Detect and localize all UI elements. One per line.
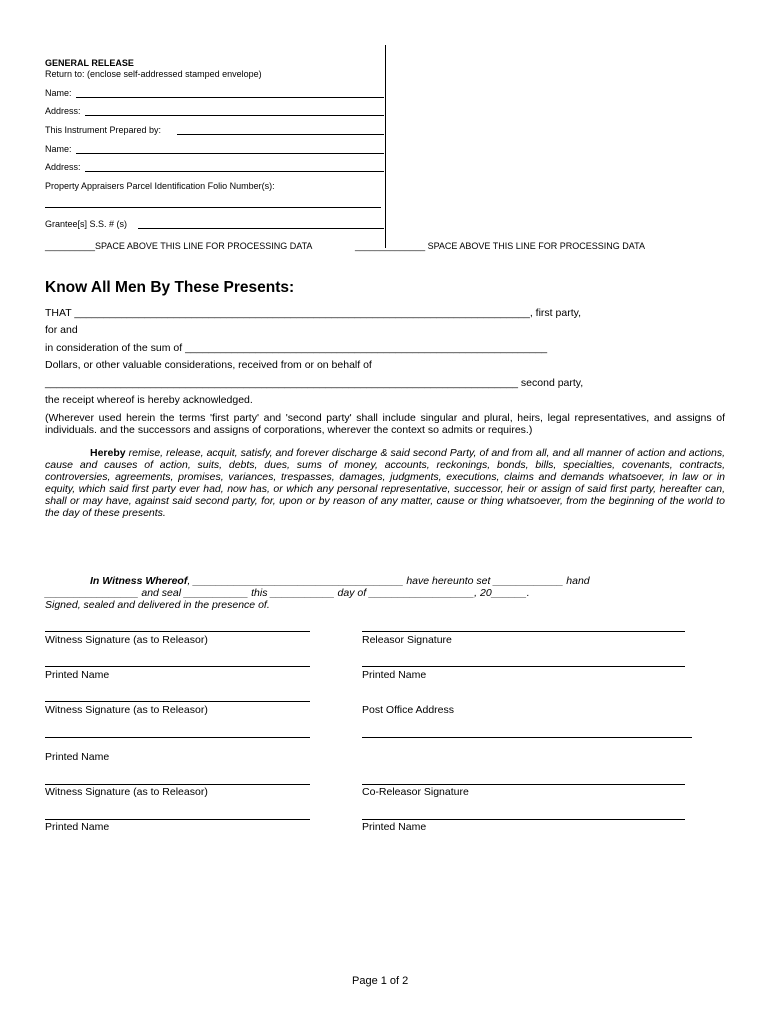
witness-signature-label-3: Witness Signature (as to Releasor) bbox=[45, 786, 208, 798]
form-title: GENERAL RELEASE bbox=[45, 58, 134, 68]
hereby-paragraph bbox=[45, 447, 725, 519]
witness-line-1: , ____________________________________ have hereunto set ____________ hand bbox=[187, 575, 590, 587]
printed-name-line-2[interactable] bbox=[45, 737, 310, 738]
witness-signature-line-3[interactable] bbox=[45, 784, 310, 785]
header-divider bbox=[385, 45, 386, 248]
grantee-label: Grantee[s] S.S. # (s) bbox=[45, 219, 128, 229]
witness-signature-label-1: Witness Signature (as to Releasor) bbox=[45, 634, 208, 646]
prepared-by-label: This Instrument Prepared by: bbox=[45, 125, 162, 135]
signed-sealed-text: Signed, sealed and delivered in the presence of. bbox=[45, 599, 270, 611]
name-label-2: Name: bbox=[45, 144, 72, 154]
consideration-line: in consideration of the sum of ______________________________________________________________ bbox=[45, 342, 548, 354]
prepared-by-field[interactable] bbox=[177, 134, 384, 135]
address-label-1: Address: bbox=[45, 106, 81, 116]
grantee-field[interactable] bbox=[138, 228, 384, 229]
co-releasor-printed-name-label: Printed Name bbox=[362, 821, 427, 833]
witness-signature-line-1[interactable] bbox=[45, 631, 310, 632]
printed-name-label-1: Printed Name bbox=[45, 669, 110, 681]
address-field-1[interactable] bbox=[85, 115, 384, 116]
co-releasor-signature-line[interactable] bbox=[362, 784, 685, 785]
hereby-label: Hereby bbox=[90, 447, 126, 459]
releasor-printed-name-label: Printed Name bbox=[362, 669, 427, 681]
witness-signature-line-2[interactable] bbox=[45, 701, 310, 702]
printed-name-label-3: Printed Name bbox=[45, 821, 110, 833]
wherever-paragraph: (Wherever used herein the terms 'first party' and 'second party' shall include singular and plural, heirs, legal representatives, and assigns of individuals. and the successors and assigns of corporations, wherever the context so admits or requires.) bbox=[45, 412, 725, 436]
co-releasor-printed-name-line[interactable] bbox=[362, 819, 685, 820]
releasor-signature-line[interactable] bbox=[362, 631, 685, 632]
space-above-left: __________SPACE ABOVE THIS LINE FOR PROCESSING DATA bbox=[45, 241, 313, 251]
first-party-line: THAT ______________________________________________________________________________, first party, bbox=[45, 307, 581, 319]
releasor-printed-name-line[interactable] bbox=[362, 666, 685, 667]
return-to-label: Return to: (enclose self-addressed stamped envelope) bbox=[45, 69, 262, 79]
page-number: Page 1 of 2 bbox=[352, 975, 409, 987]
printed-name-label-2: Printed Name bbox=[45, 751, 110, 763]
printed-name-line-3[interactable] bbox=[45, 819, 310, 820]
parcel-field[interactable] bbox=[45, 207, 381, 208]
releasor-signature-label: Releasor Signature bbox=[362, 634, 452, 646]
page-title: Know All Men By These Presents: bbox=[45, 279, 295, 296]
dollars-text: Dollars, or other valuable considerations, received from or on behalf of bbox=[45, 359, 372, 371]
address-field-2[interactable] bbox=[85, 171, 384, 172]
for-and-text: for and bbox=[45, 324, 78, 336]
name-field-2[interactable] bbox=[76, 153, 384, 154]
parcel-label: Property Appraisers Parcel Identification Folio Number(s): bbox=[45, 181, 275, 191]
receipt-text: the receipt whereof is hereby acknowledged. bbox=[45, 394, 253, 406]
witness-signature-label-2: Witness Signature (as to Releasor) bbox=[45, 704, 208, 716]
post-office-address-label: Post Office Address bbox=[362, 704, 455, 716]
co-releasor-signature-label: Co-Releasor Signature bbox=[362, 786, 469, 798]
address-label-2: Address: bbox=[45, 162, 81, 172]
witness-line-2: ________________ and seal ___________ this ___________ day of __________________, 20______. bbox=[45, 587, 530, 599]
post-office-address-line[interactable] bbox=[362, 737, 692, 738]
witness-whereof-line bbox=[90, 575, 590, 587]
name-label-1: Name: bbox=[45, 88, 72, 98]
space-above-right: ______________ SPACE ABOVE THIS LINE FOR PROCESSING DATA bbox=[355, 241, 645, 251]
witness-whereof-label: In Witness Whereof bbox=[90, 575, 188, 587]
hereby-text: remise, release, acquit, satisfy, and forever discharge & said second Party, of and from all, and all manner of action and actions, cause and causes of action, suits, debts, dues, sums of money, accounts, reckonings, bonds, bills, specialties, covenants, contracts, controversies, agreements, promises, variances, trespasses, damages, judgments, executions, claims and demands whatsoever, in law or in equity, which said first party ever had, now has, or which any personal representative, successor, heir or assign of said first party, hereafter can, shall or may have, against said second party, for, upon or by reason of any matter, cause or thing whatsoever, from the beginning of the world to the day of these presents. bbox=[45, 447, 725, 519]
printed-name-line-1[interactable] bbox=[45, 666, 310, 667]
name-field-1[interactable] bbox=[76, 97, 384, 98]
second-party-line: _________________________________________________________________________________ second party, bbox=[45, 377, 584, 389]
